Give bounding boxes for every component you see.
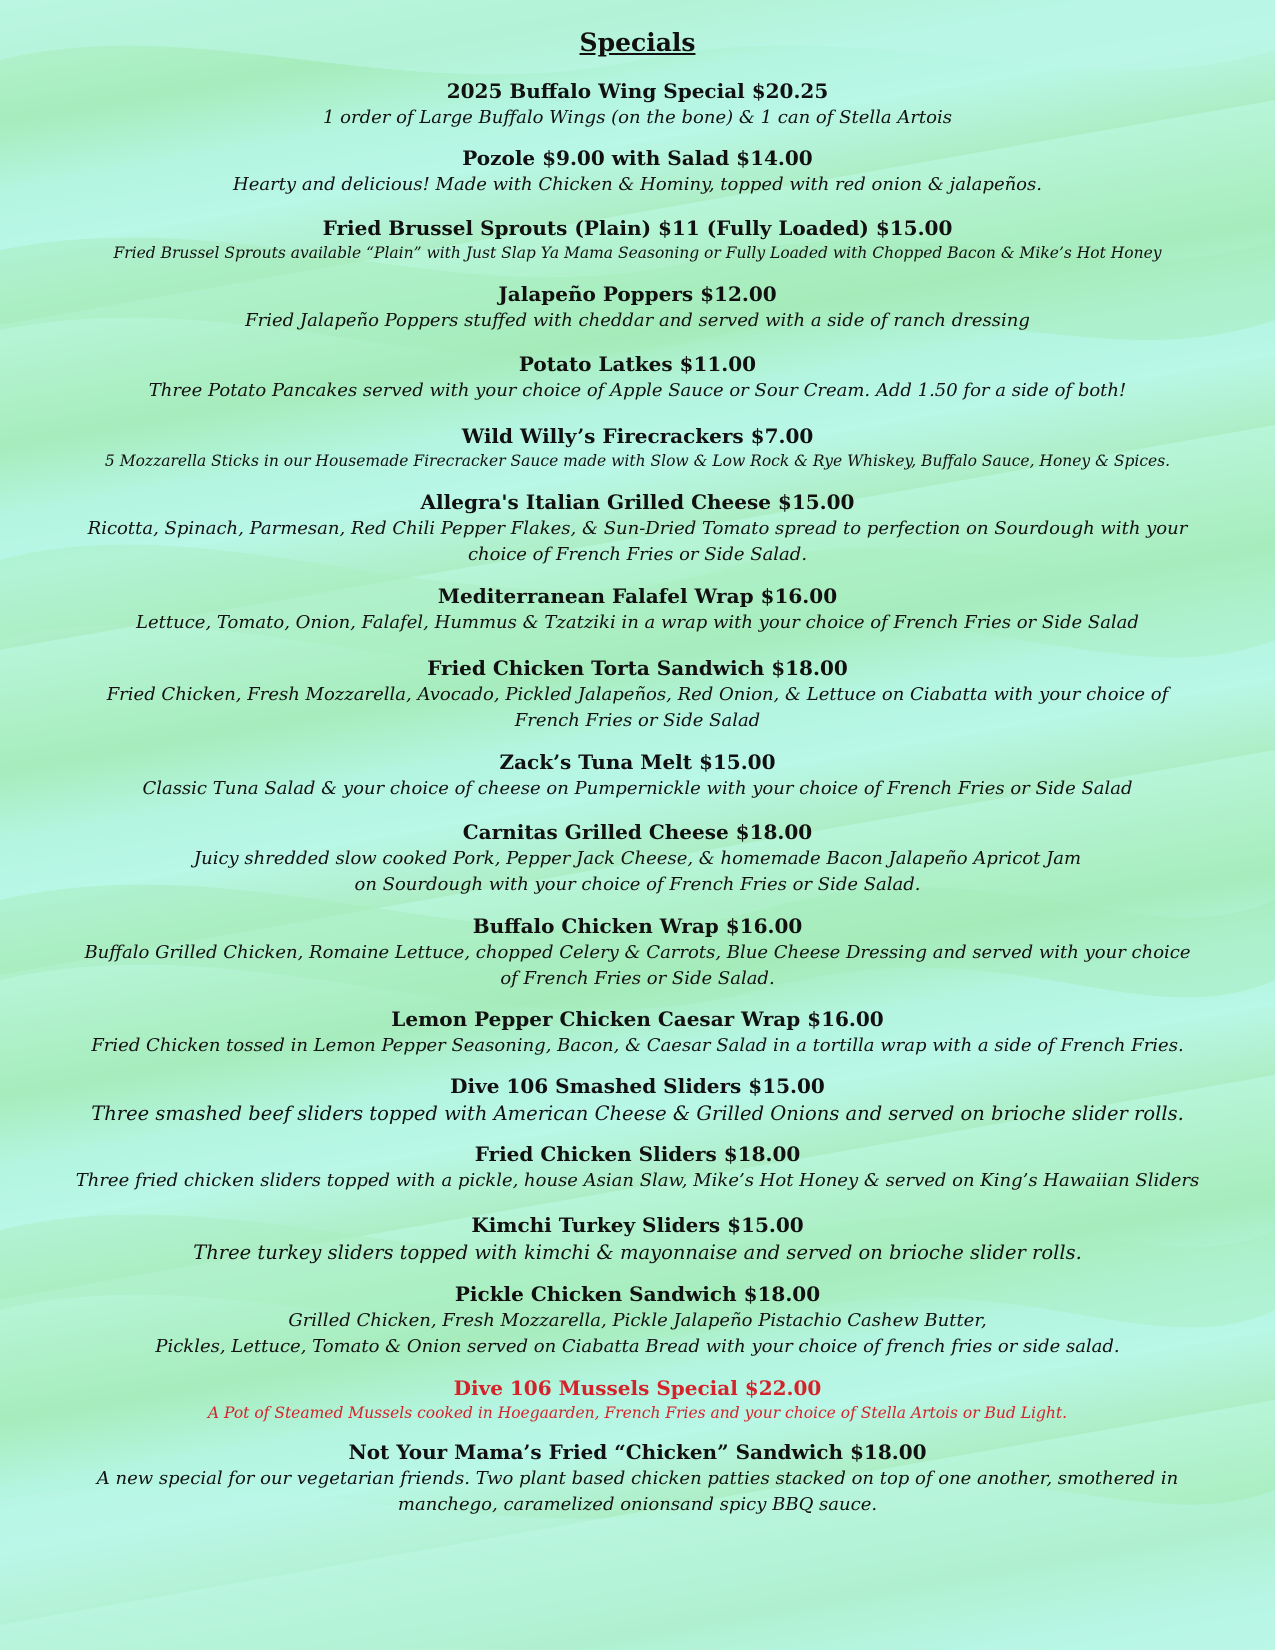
- menu-item-description: Classic Tuna Salad & your choice of cheese on Pumpernickle with your choice of French Fries or Side Salad: [142, 778, 1133, 799]
- menu-item: [70, 145, 1205, 198]
- menu-item-title: Fried Chicken Torta Sandwich $18.00: [427, 656, 848, 680]
- menu-item: [70, 351, 1205, 404]
- menu-item-title: Dive 106 Mussels Special $22.00: [453, 1376, 822, 1400]
- menu-item-title: Kimchi Turkey Sliders $15.00: [471, 1213, 804, 1237]
- menu-item: [70, 215, 1205, 264]
- menu-item-description: A new special for our vegetarian friends. Two plant based chicken patties stacked on top of one another, smothered in: [96, 1468, 1179, 1489]
- menu-item-description: Lettuce, Tomato, Onion, Falafel, Hummus & Tzatziki in a wrap with your choice of French Fries or Side Salad: [136, 612, 1139, 633]
- menu-item: [70, 78, 1205, 131]
- menu-item-title: Jalapeño Poppers $12.00: [498, 282, 777, 306]
- menu-item-description: Fried Jalapeño Poppers stuffed with cheddar and served with a side of ranch dressing: [245, 310, 1030, 331]
- menu-item: [70, 583, 1205, 636]
- menu-item-description: Pickles, Lettuce, Tomato & Onion served on Ciabatta Bread with your choice of french fries or side salad.: [155, 1336, 1120, 1357]
- menu-item: [70, 1281, 1205, 1360]
- menu-item-description: on Sourdough with your choice of French Fries or Side Salad.: [354, 874, 921, 895]
- menu-item-title: Allegra's Italian Grilled Cheese $15.00: [420, 490, 855, 514]
- menu-item-description: 1 order of Large Buffalo Wings (on the bone) & 1 can of Stella Artois: [323, 107, 952, 128]
- menu-item-description: Juicy shredded slow cooked Pork, Pepper Jack Cheese, & homemade Bacon Jalapeño Apricot Jam: [193, 848, 1082, 869]
- menu-item: [70, 749, 1205, 802]
- menu-item-description: Three fried chicken sliders topped with a pickle, house Asian Slaw, Mike’s Hot Honey & served on King’s Hawaiian Sliders: [75, 1170, 1200, 1191]
- menu-item-title: Fried Chicken Sliders $18.00: [474, 1142, 801, 1166]
- menu-item: [70, 819, 1205, 898]
- menu-item-title: Potato Latkes $11.00: [518, 352, 757, 376]
- menu-item-description: of French Fries or Side Salad.: [500, 968, 775, 989]
- menu-item-title: Not Your Mama’s Fried “Chicken” Sandwich $18.00: [348, 1440, 927, 1464]
- menu-title: Specials: [579, 28, 696, 57]
- menu-item-title: Dive 106 Smashed Sliders $15.00: [450, 1074, 825, 1098]
- menu-item: [70, 1073, 1205, 1128]
- menu-item-featured: [70, 1375, 1205, 1424]
- menu-item-description: Three Potato Pancakes served with your choice of Apple Sauce or Sour Cream. Add 1.50 for a side of both!: [148, 380, 1127, 401]
- menu-item: [70, 489, 1205, 568]
- menu-item: [70, 1439, 1205, 1518]
- menu-item: [70, 655, 1205, 734]
- menu-item-description: Three smashed beef sliders topped with American Cheese & Grilled Onions and served on brioche slider rolls.: [91, 1102, 1184, 1125]
- menu-item-title: Mediterranean Falafel Wrap $16.00: [437, 584, 838, 608]
- menu-item: [70, 1141, 1205, 1194]
- menu-item-title: 2025 Buffalo Wing Special $20.25: [446, 79, 829, 103]
- menu-item: [70, 423, 1205, 472]
- menu-item-title: Fried Brussel Sprouts (Plain) $11 (Fully Loaded) $15.00: [322, 216, 953, 240]
- menu-item-description: Fried Chicken, Fresh Mozzarella, Avocado, Pickled Jalapeños, Red Onion, & Lettuce on Ciabatta with your choice of: [106, 684, 1169, 705]
- menu-item-title: Lemon Pepper Chicken Caesar Wrap $16.00: [391, 1007, 884, 1031]
- menu-item-title: Wild Willy’s Firecrackers $7.00: [461, 424, 814, 448]
- menu-item-description: 5 Mozzarella Sticks in our Housemade Firecracker Sauce made with Slow & Low Rock & Rye Whiskey, Buffalo Sauce, Honey & Spices.: [104, 452, 1171, 470]
- menu-item-description: Buffalo Grilled Chicken, Romaine Lettuce, chopped Celery & Carrots, Blue Cheese Dressing and served with your choice: [84, 942, 1191, 963]
- menu-item-description: Hearty and delicious! Made with Chicken & Hominy, topped with red onion & jalapeños.: [233, 174, 1042, 195]
- menu-item-title: Pickle Chicken Sandwich $18.00: [454, 1282, 821, 1306]
- menu-item: [70, 1006, 1205, 1059]
- menu-item-description: Grilled Chicken, Fresh Mozzarella, Pickle Jalapeño Pistachio Cashew Butter,: [288, 1310, 987, 1331]
- menu-item-title: Carnitas Grilled Cheese $18.00: [462, 820, 813, 844]
- menu-item-title: Zack’s Tuna Melt $15.00: [499, 750, 776, 774]
- menu-item-description: Fried Chicken tossed in Lemon Pepper Seasoning, Bacon, & Caesar Salad in a tortilla wrap with a side of French Fries.: [91, 1035, 1184, 1056]
- menu-item-description: French Fries or Side Salad: [514, 710, 761, 731]
- menu-item: [70, 281, 1205, 334]
- menu-item-description: Fried Brussel Sprouts available “Plain” with Just Slap Ya Mama Seasoning or Fully Loaded with Chopped Bacon & Mike’s Hot Honey: [113, 244, 1162, 262]
- menu-item: [70, 913, 1205, 992]
- menu-item-description: choice of French Fries or Side Salad.: [467, 544, 808, 565]
- menu-item-title: Buffalo Chicken Wrap $16.00: [472, 914, 803, 938]
- menu-item-title: Pozole $9.00 with Salad $14.00: [462, 146, 813, 170]
- menu-item-description: manchego, caramelized onionsand spicy BBQ sauce.: [397, 1494, 878, 1515]
- menu-item-description: Three turkey sliders topped with kimchi & mayonnaise and served on brioche slider rolls.: [193, 1241, 1082, 1264]
- menu-item-description: Ricotta, Spinach, Parmesan, Red Chili Pepper Flakes, & Sun-Dried Tomato spread to perfection on Sourdough with your: [87, 518, 1188, 539]
- menu-item: [70, 1212, 1205, 1267]
- menu-item-description: A Pot of Steamed Mussels cooked in Hoegaarden, French Fries and your choice of Stella Artois or Bud Light.: [207, 1404, 1068, 1422]
